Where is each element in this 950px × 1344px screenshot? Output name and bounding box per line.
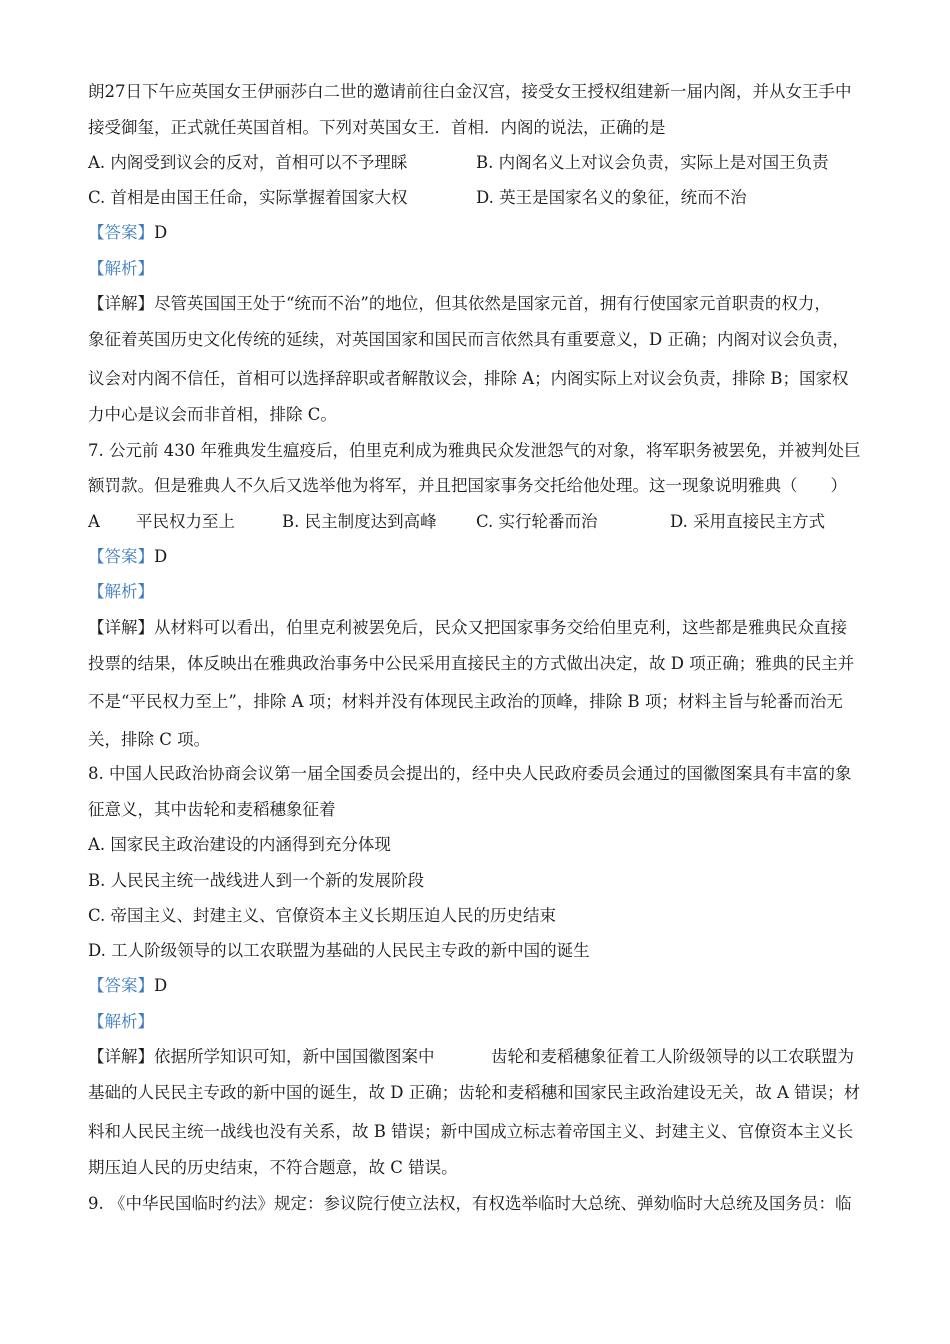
- q8-option-d: D. 工人阶级领导的以工农联盟为基础的人民民主专政的新中国的诞生: [88, 941, 590, 960]
- q6-stem-line: 朗27日下午应英国女王伊丽莎白二世的邀请前往白金汉宫，接受女王授权组建新一届内阁，并从女王手中: [88, 82, 852, 101]
- q7-stem-line: 额罚款。但是雅典人不久后又选举他为将军，并且把国家事务交托给他处理。这一现象说明雅典（ ）: [88, 476, 847, 495]
- q6-analysis-tag: 【解析】: [88, 259, 154, 278]
- q7-detail-line: [88, 616, 847, 640]
- answer-value: D: [154, 547, 168, 566]
- q8-detail-line: 料和人民民主统一战线也没有关系，故 B 错误；新中国成立标志着帝国主义、封建主义、官僚资本主义长: [88, 1122, 854, 1141]
- q7-option-d: D. 采用直接民主方式: [670, 512, 826, 531]
- answer-tag: 【答案】: [88, 547, 154, 566]
- q6-option-b: B. 内阁名义上对议会负责，实际上是对国王负责: [476, 153, 829, 172]
- q7-detail-line: 不是“平民权力至上”，排除 A 项；材料并没有体现民主政治的顶峰，排除 B 项；材料主旨与轮番而治无: [88, 692, 843, 711]
- q8-option-b: B. 人民民主统一战线进人到一个新的发展阶段: [88, 871, 425, 890]
- q7-option-a-letter: A: [88, 512, 100, 531]
- q6-option-a: A. 内阁受到议会的反对，首相可以不予理睬: [88, 153, 408, 172]
- answer-tag: 【答案】: [88, 223, 154, 242]
- answer-tag: 【答案】: [88, 976, 154, 995]
- q7-detail-line: 投票的结果，体反映出在雅典政治事务中公民采用直接民主的方式做出决定，故 D 项正确；雅典的民主并: [88, 654, 855, 673]
- q8-option-a: A. 国家民主政治建设的内涵得到充分体现: [88, 835, 391, 854]
- q7-analysis-tag: 【解析】: [88, 582, 154, 601]
- q8-answer-line: [88, 974, 167, 998]
- detail-tag: 【详解】: [88, 294, 154, 313]
- q7-option-c: C. 实行轮番而治: [476, 512, 598, 531]
- q7-answer-line: [88, 545, 167, 569]
- answer-value: D: [154, 223, 168, 242]
- q6-option-d: D. 英王是国家名义的象征，统而不治: [476, 188, 747, 207]
- answer-value: D: [154, 976, 168, 995]
- q8-detail-line: [88, 1045, 435, 1069]
- q9-stem-line: 9. 《中华民国临时约法》规定：参议院行使立法权，有权选举临时大总统、弹劾临时大总统及国务员：临: [88, 1194, 852, 1213]
- q7-option-a-text: 平民权力至上: [136, 512, 235, 531]
- detail-text: 从材料可以看出，伯里克利被罢免后，民众又把国家事务交给伯里克利，这些都是雅典民众直接: [154, 618, 847, 637]
- q6-detail-line: 力中心是议会而非首相，排除 C。: [88, 405, 337, 424]
- detail-text: 依据所学知识可知，新中国国徽图案中: [154, 1047, 435, 1066]
- q8-analysis-tag: 【解析】: [88, 1012, 154, 1031]
- q8-detail-line-continued: 齿轮和麦稻穗象征着工人阶级领导的以工农联盟为: [491, 1047, 854, 1066]
- detail-tag: 【详解】: [88, 618, 154, 637]
- q8-option-c: C. 帝国主义、封建主义、官僚资本主义长期压迫人民的历史结束: [88, 906, 557, 925]
- q7-option-b: B. 民主制度达到高峰: [282, 512, 437, 531]
- q6-detail-line: 象征着英国历史文化传统的延续，对英国国家和国民而言依然具有重要意义，D 正确；内阁对议会负责，: [88, 330, 849, 349]
- q8-stem-line: 征意义，其中齿轮和麦稻穗象征着: [88, 800, 336, 819]
- q6-detail-line: [88, 292, 831, 316]
- q7-detail-line: 关，排除 C 项。: [88, 730, 211, 749]
- q6-stem-line: 接受御玺，正式就任英国首相。下列对英国女王．首相．内阁的说法，正确的是: [88, 118, 666, 137]
- q6-answer-line: [88, 221, 167, 245]
- detail-tag: 【详解】: [88, 1047, 154, 1066]
- q8-detail-line: 期压迫人民的历史结束，不符合题意，故 C 错误。: [88, 1158, 458, 1177]
- q8-stem-line: 8. 中国人民政治协商会议第一届全国委员会提出的，经中央人民政府委员会通过的国徽图案具有丰富的象: [88, 764, 852, 783]
- q7-stem-line: 7. 公元前 430 年雅典发生瘟疫后，伯里克利成为雅典民众发泄怨气的对象，将军职务被罢免，并被判处巨: [88, 441, 861, 460]
- q6-detail-line: 议会对内阁不信任，首相可以选择辞职或者解散议会，排除 A；内阁实际上对议会负责，排除 B；国家权: [88, 369, 849, 388]
- q8-detail-line: 基础的人民民主专政的新中国的诞生，故 D 正确；齿轮和麦稻穗和国家民主政治建设无关，故 A 错误；材: [88, 1083, 861, 1102]
- q6-option-c: C. 首相是由国王任命，实际掌握着国家大权: [88, 188, 408, 207]
- detail-text: 尽管英国国王处于“统而不治”的地位，但其依然是国家元首，拥有行使国家元首职责的权力，: [154, 294, 831, 313]
